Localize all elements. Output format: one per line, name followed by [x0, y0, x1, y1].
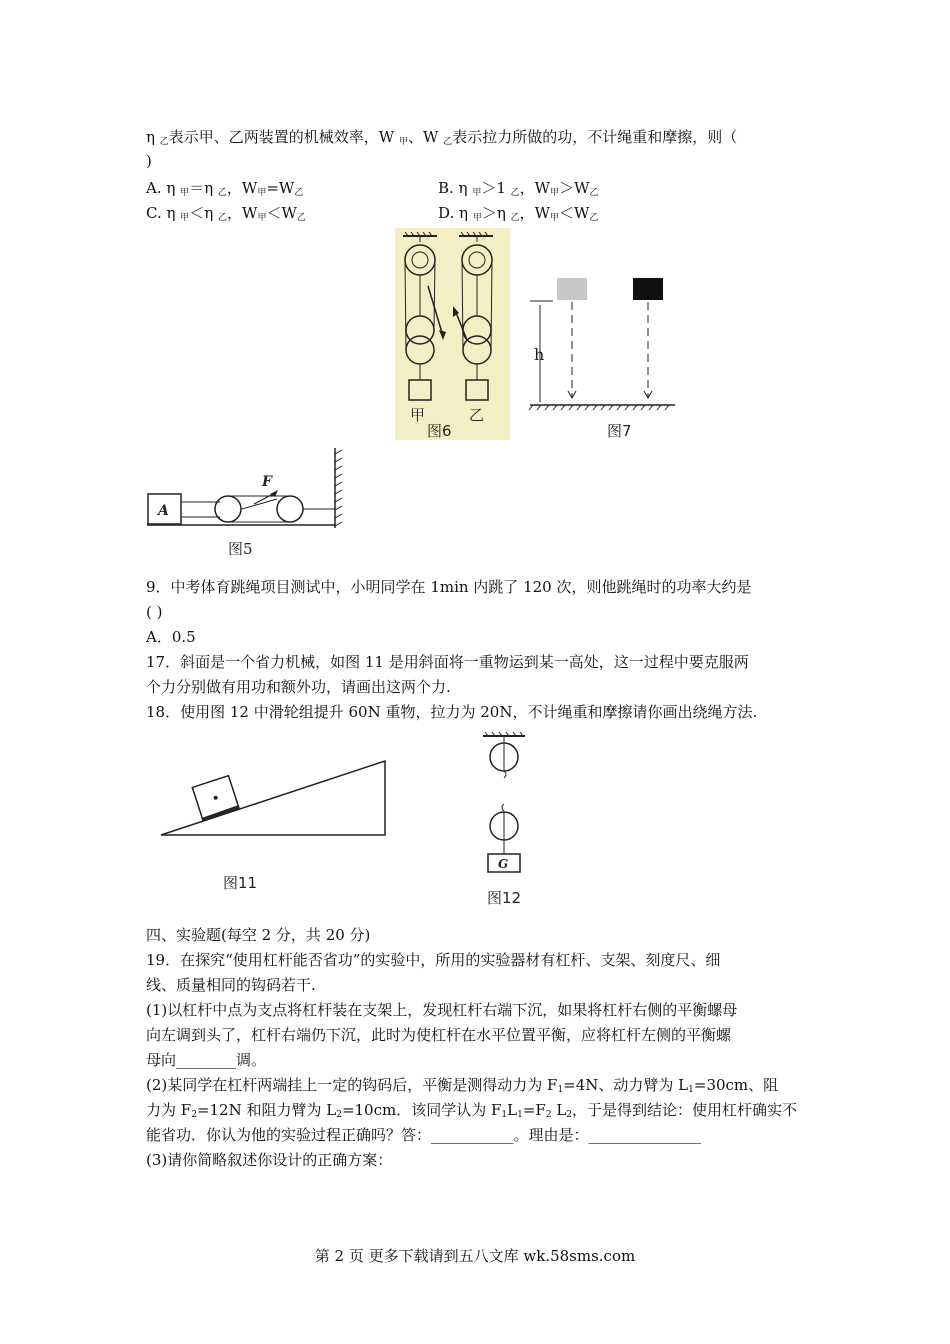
q19-line4: 向左调到头了，杠杆右端仍下沉，此时为使杠杆在水平位置平衡，应将杠杆左侧的平衡螺 — [146, 1026, 732, 1044]
q19-line8: 能省功．你认为他的实验过程正确吗？答：___________。理由是：_______________ — [146, 1126, 702, 1144]
line-eta: η $_乙$表示甲、乙两装置的机械效率，W $_甲$、W $_乙$表示拉力所做的功，不计绳重和摩擦，则（ — [146, 128, 738, 147]
fig12-caption: 图12 — [487, 889, 522, 907]
fig7-h-label: h — [534, 345, 545, 364]
fig6-yi-label: 乙 — [469, 406, 485, 424]
page-footer: 第 2 页 更多下载请到五八文库 wk.58sms.com — [314, 1247, 636, 1265]
q19-line3: (1)以杠杆中点为支点将杠杆装在支架上，发现杠杆右端下沉，如果将杠杆右侧的平衡螺母 — [146, 1001, 738, 1019]
q19-line7: 力为 $F_2=12N$ 和阻力臂为 $L_2=10cm$．该同学认为 $F_1L_1=F_2$ $L_2$，于是得到结论：使用杠杆确实不 — [146, 1101, 798, 1120]
line-paren: ) — [146, 152, 152, 170]
q19-line6: (2)某同学在杠杆两端挂上一定的钩码后，平衡是测得动力为 $F_1=4N$、动力臂为 $L_1=30cm$、阻 — [146, 1076, 779, 1095]
fig5-caption: 图5 — [228, 540, 253, 558]
q18-line: 18．使用图 12 中滑轮组提升 60N 重物，拉力为 20N，不计绳重和摩擦请你画出绕绳方法. — [146, 703, 758, 721]
figure-12-pulley-set — [475, 728, 535, 910]
q19-line5: 母向________调。 — [146, 1051, 267, 1069]
fig5-a-label: A — [158, 503, 169, 519]
option-a: A. η $_甲$＝η $_乙$，$W_甲=W_乙$ — [146, 179, 304, 198]
q17-line2: 个力分别做有用功和额外功，请画出这两个力. — [146, 678, 451, 696]
fig6-jia-label: 甲 — [410, 406, 426, 424]
option-b: B. η $_甲$＞1 $_乙$，$W_甲>W_乙$ — [438, 179, 599, 198]
q17-line1: 17．斜面是一个省力机械，如图 11 是用斜面将一重物运到某一高处，这一过程中要克服两 — [146, 653, 749, 671]
fig12-g-label: G — [498, 857, 509, 871]
option-c: C. η $_甲$＜η $_乙$，$W_甲<W_乙$ — [146, 204, 306, 223]
q9-line1: 9．中考体育跳绳项目测试中，小明同学在 1min 内跳了 120 次，则他跳绳时的功率大约是 — [146, 578, 752, 596]
figure-6-pulleys — [395, 228, 510, 440]
q19-line9: (3)请你简略叙述你设计的正确方案： — [146, 1151, 393, 1169]
q9-option-a: A．0.5 — [146, 628, 196, 646]
q19-line1: 19．在探究“使用杠杆能否省功”的实验中，所用的实验器材有杠杆、支架、刻度尺、细 — [146, 951, 721, 969]
q19-line2: 线、质量相同的钩码若干. — [146, 976, 316, 994]
figure-7-falling-blocks — [525, 270, 680, 445]
fig5-f-label: F — [262, 474, 272, 490]
figure-11-incline — [155, 755, 395, 900]
figure-5-block-pulley — [142, 446, 352, 561]
fig7-caption: 图7 — [607, 422, 632, 440]
fig11-caption: 图11 — [223, 874, 258, 892]
q9-line2: ( ) — [146, 603, 163, 621]
fig6-caption: 图6 — [427, 422, 452, 440]
section-4-title: 四、实验题(每空 2 分，共 20 分) — [146, 926, 371, 944]
option-d: D. η $_甲$＞η $_乙$，$W_甲<W_乙$ — [438, 204, 599, 223]
